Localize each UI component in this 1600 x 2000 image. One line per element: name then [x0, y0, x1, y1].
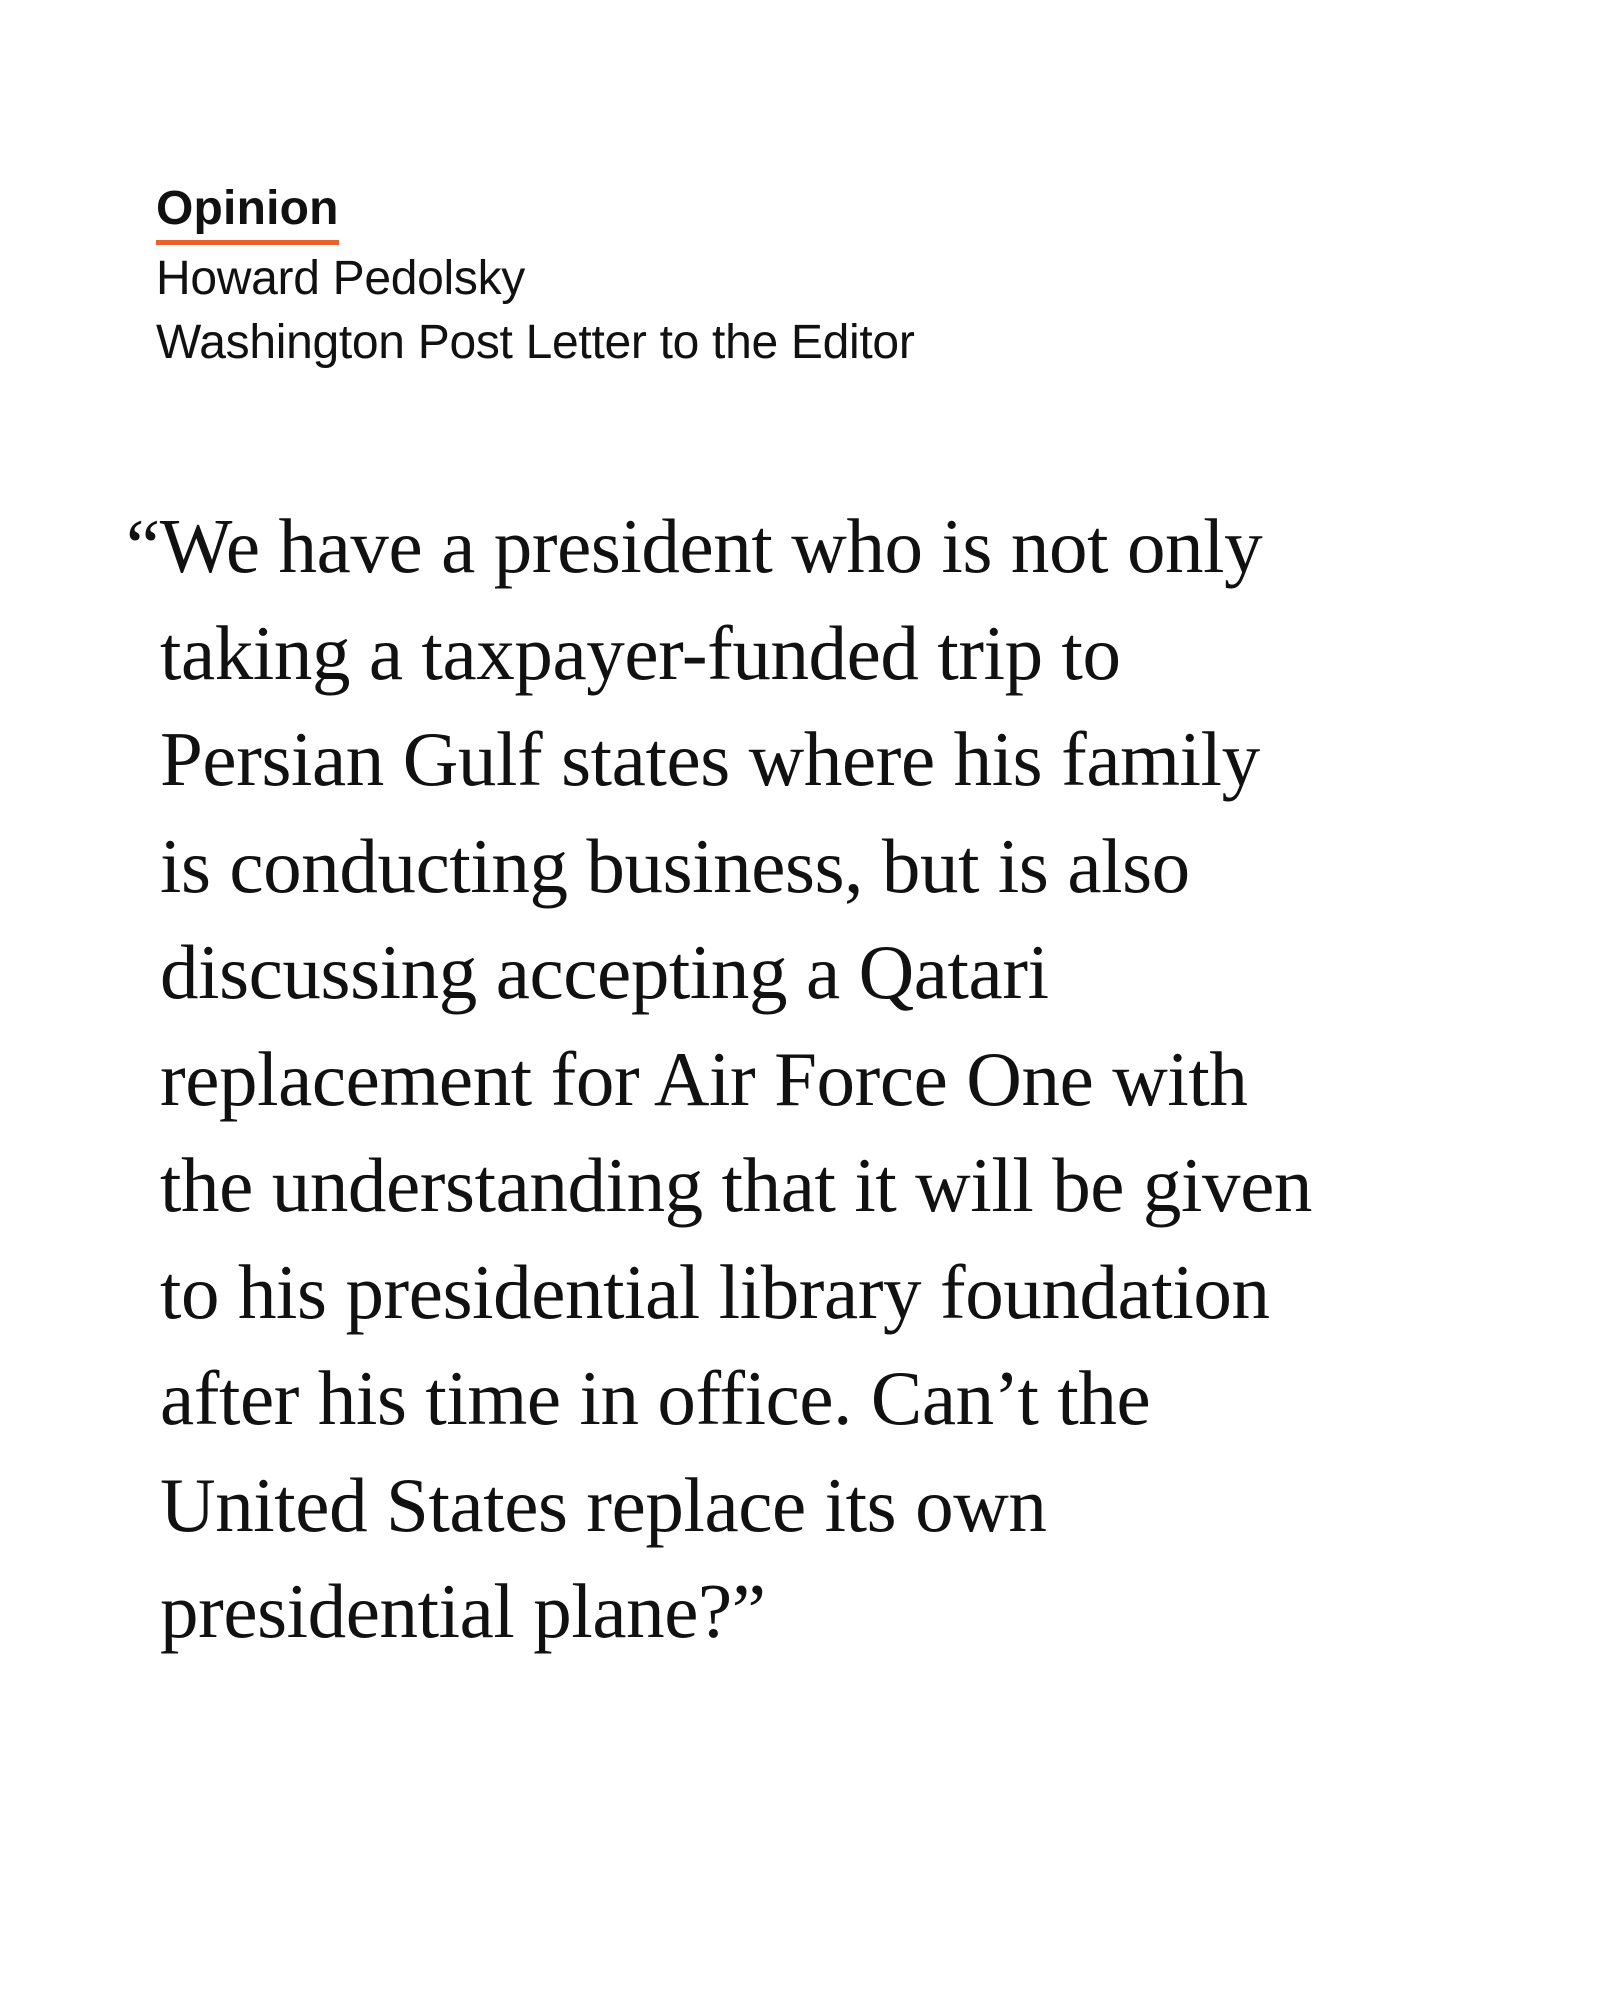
- quote-line: Persian Gulf states where his family: [160, 716, 1260, 802]
- quote-line: to his presidential library foundation: [160, 1248, 1270, 1335]
- quote-line: discussing accepting a Qatari: [160, 929, 1049, 1015]
- quote-line: United States replace its own: [160, 1461, 1047, 1548]
- pull-quote: [126, 493, 1500, 1665]
- section-label: Opinion: [156, 178, 339, 245]
- quote-line: replacement for Air Force One with: [160, 1035, 1248, 1122]
- quote-line: “We have a president who is not only: [126, 503, 1263, 589]
- quote-line: presidential plane?”: [160, 1568, 766, 1654]
- quote-line: is conducting business, but is also: [160, 822, 1190, 909]
- quote-line: taking a taxpayer-funded trip to: [160, 609, 1121, 696]
- quote-line: after his time in office. Can’t the: [160, 1355, 1151, 1441]
- author-name: Howard Pedolsky: [156, 252, 526, 305]
- quote-line: the understanding that it will be given: [160, 1142, 1312, 1228]
- byline-block: [156, 178, 915, 375]
- publication-source: Washington Post Letter to the Editor: [156, 316, 915, 369]
